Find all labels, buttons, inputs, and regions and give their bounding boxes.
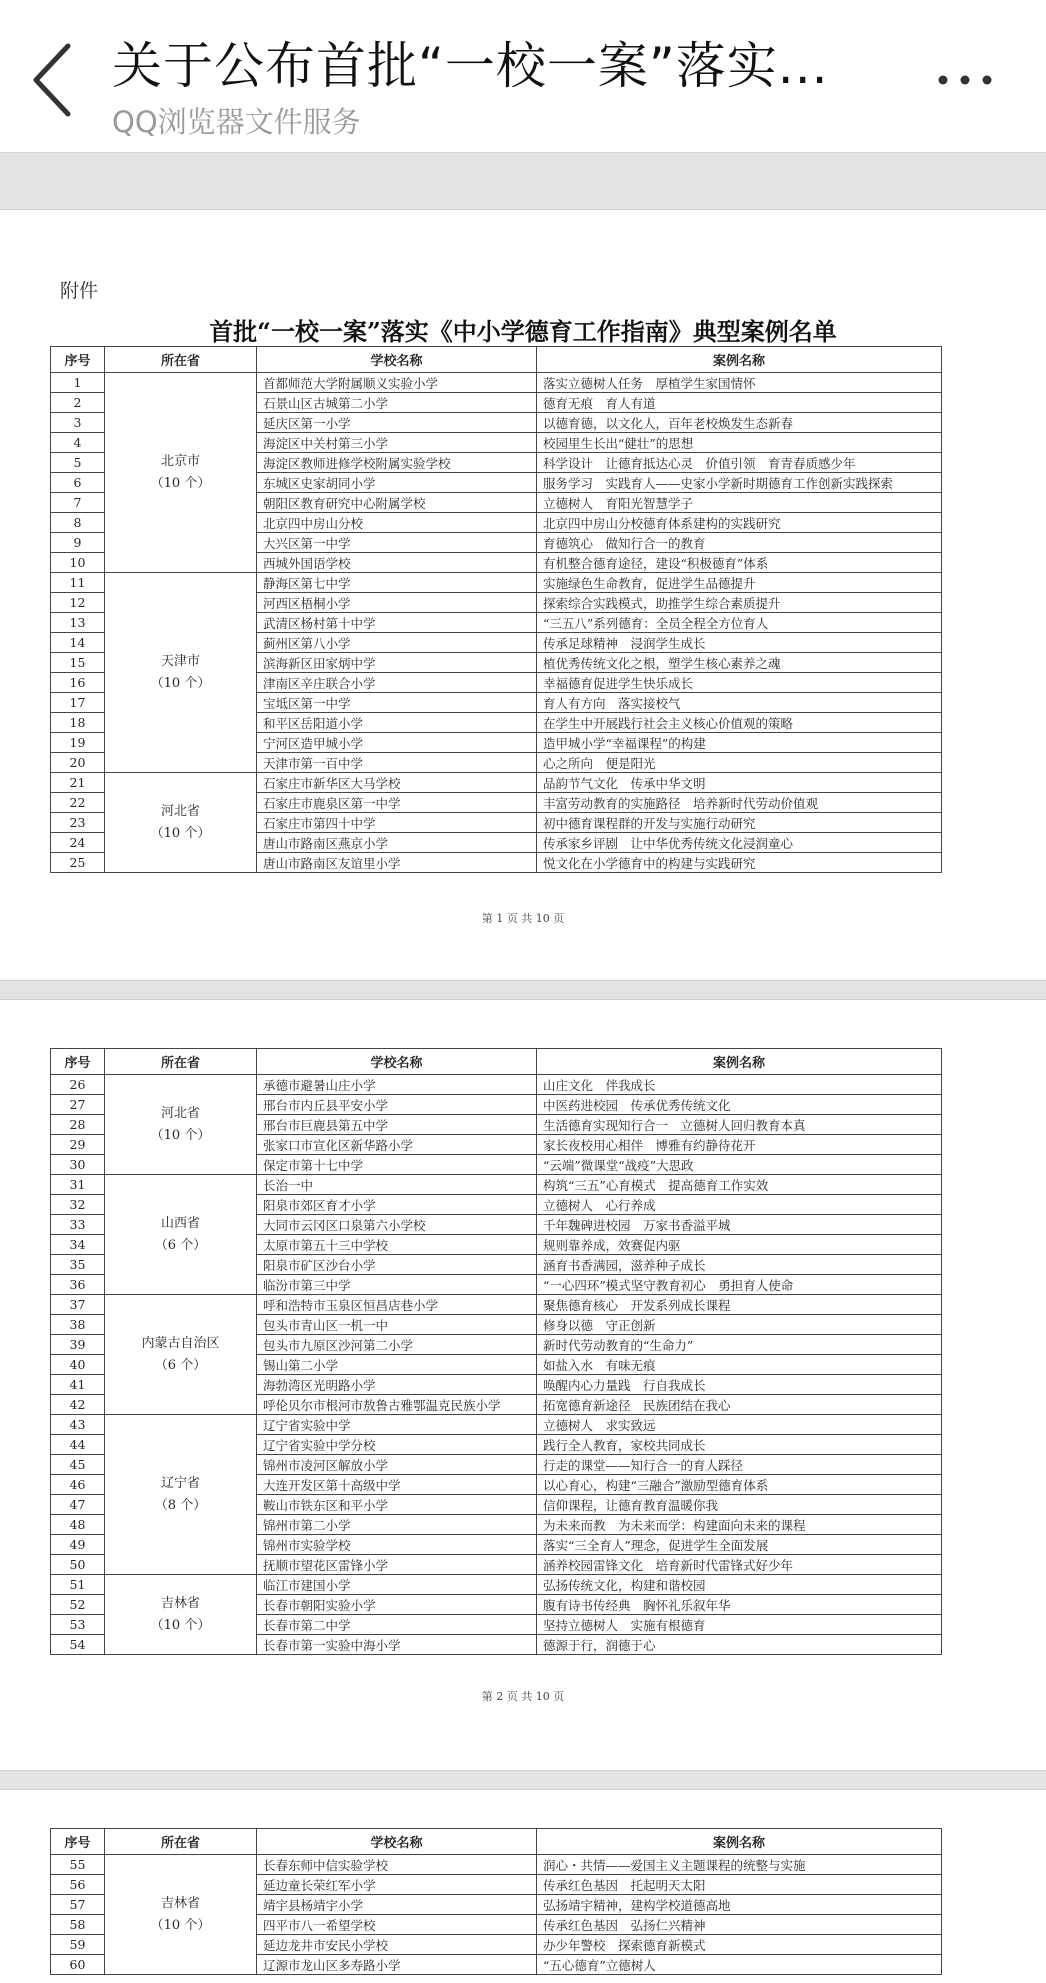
school-name: 武清区杨村第十中学	[257, 613, 537, 633]
document-title: 首批“一校一案”落实《中小学德育工作指南》典型案例名单	[209, 317, 837, 346]
page-footer: 第 1 页 共 10 页	[481, 912, 565, 925]
province-name: 河北省	[160, 803, 200, 819]
row-number: 2	[51, 393, 105, 413]
row-number: 9	[51, 533, 105, 553]
case-name: 以心育心，构建“三融合”激励型德育体系	[537, 1475, 942, 1495]
case-name: 践行全人教育，家校共同成长	[537, 1435, 942, 1455]
row-number: 47	[51, 1495, 105, 1515]
document-page-2	[0, 1000, 1046, 1770]
province-name: 吉林省	[160, 1595, 200, 1611]
case-name: 育德筑心 做知行合一的教育	[537, 533, 942, 553]
row-number: 35	[51, 1255, 105, 1275]
row-number: 33	[51, 1215, 105, 1235]
table-body	[51, 1855, 942, 1975]
province-cell	[105, 1175, 257, 1295]
school-name: 延庆区第一小学	[257, 413, 537, 433]
case-name: 探索综合实践模式，助推学生综合素质提升	[537, 593, 942, 613]
case-name: 新时代劳动教育的“生命力”	[537, 1335, 942, 1355]
school-name: 阳泉市矿区沙台小学	[257, 1255, 537, 1275]
school-name: 辽宁省实验中学分校	[257, 1435, 537, 1455]
row-number: 56	[51, 1875, 105, 1895]
row-number: 42	[51, 1395, 105, 1415]
case-name: 品韵节气文化 传承中华文明	[537, 773, 942, 793]
school-name: 石家庄市第四十中学	[257, 813, 537, 833]
case-name: “三五八”系列德育：全员全程全方位育人	[537, 613, 942, 633]
row-number: 8	[51, 513, 105, 533]
row-number: 15	[51, 653, 105, 673]
province-count: （6 个）	[154, 1237, 207, 1253]
case-name: 传承红色基因 弘扬仁兴精神	[537, 1915, 942, 1935]
case-name: 造甲城小学“幸福课程”的构建	[537, 733, 942, 753]
school-name: 邢台市内丘县平安小学	[257, 1095, 537, 1115]
header-cell: 案例名称	[537, 1049, 942, 1075]
row-number: 17	[51, 693, 105, 713]
case-name: 在学生中开展践行社会主义核心价值观的策略	[537, 713, 942, 733]
row-number: 39	[51, 1335, 105, 1355]
school-name: 临江市建国小学	[257, 1575, 537, 1595]
header-cell: 案例名称	[537, 1829, 942, 1855]
row-number: 59	[51, 1935, 105, 1955]
case-name: 传承红色基因 托起明天太阳	[537, 1875, 942, 1895]
school-name: 辽源市龙山区多寿路小学	[257, 1955, 537, 1975]
more-menu-button[interactable]	[925, 60, 1005, 100]
case-name: 校园里生长出“健壮”的思想	[537, 433, 942, 453]
school-name: 辽宁省实验中学	[257, 1415, 537, 1435]
case-name: 千年魏碑进校园 万家书香溢平城	[537, 1215, 942, 1235]
school-name: 靖宇县杨靖宇小学	[257, 1895, 537, 1915]
case-name: 传承家乡评剧 让中华优秀传统文化浸润童心	[537, 833, 942, 853]
row-number: 32	[51, 1195, 105, 1215]
table-row	[51, 573, 942, 593]
row-number: 12	[51, 593, 105, 613]
province-count: （10 个）	[150, 475, 211, 491]
table-row	[51, 1175, 942, 1195]
table-row	[51, 1415, 942, 1435]
case-name: 立德树人 心行养成	[537, 1195, 942, 1215]
province-cell	[105, 1295, 257, 1415]
row-number: 54	[51, 1635, 105, 1655]
school-name: 津南区辛庄联合小学	[257, 673, 537, 693]
row-number: 41	[51, 1375, 105, 1395]
school-name: 海勃湾区光明路小学	[257, 1375, 537, 1395]
province-name: 北京市	[160, 453, 200, 469]
row-number: 7	[51, 493, 105, 513]
row-number: 30	[51, 1155, 105, 1175]
table-header-row	[51, 1049, 942, 1075]
case-name: 办少年警校 探索德育新模式	[537, 1935, 942, 1955]
case-name: 实施绿色生命教育，促进学生品德提升	[537, 573, 942, 593]
row-number: 20	[51, 753, 105, 773]
row-number: 26	[51, 1075, 105, 1095]
school-name: 大同市云冈区口泉第六小学校	[257, 1215, 537, 1235]
case-name: 德源于行，润德于心	[537, 1635, 942, 1655]
back-button[interactable]	[24, 40, 84, 120]
province-cell	[105, 773, 257, 873]
school-name: 包头市九原区沙河第二小学	[257, 1335, 537, 1355]
school-name: 唐山市路南区友谊里小学	[257, 853, 537, 873]
school-name: 宁河区造甲城小学	[257, 733, 537, 753]
school-name: 西城外国语学校	[257, 553, 537, 573]
case-name: 落实立德树人任务 厚植学生家国情怀	[537, 373, 942, 393]
case-name: 行走的课堂——知行合一的育人踩径	[537, 1455, 942, 1475]
chevron-left-icon	[24, 40, 84, 120]
school-name: 保定市第十七中学	[257, 1155, 537, 1175]
school-name: 延边童长荣红军小学	[257, 1875, 537, 1895]
school-name: 长治一中	[257, 1175, 537, 1195]
school-name: 长春东师中信实验学校	[257, 1855, 537, 1875]
header-cell: 所在省	[105, 1049, 257, 1075]
province-count: （10 个）	[150, 1127, 211, 1143]
case-table	[50, 1048, 942, 1655]
case-name: 坚持立德树人 实施有根德育	[537, 1615, 942, 1635]
row-number: 6	[51, 473, 105, 493]
school-name: 邢台市巨鹿县第五中学	[257, 1115, 537, 1135]
province-name: 吉林省	[160, 1895, 200, 1911]
row-number: 31	[51, 1175, 105, 1195]
province-name: 河北省	[160, 1105, 200, 1121]
row-number: 13	[51, 613, 105, 633]
document-page-1	[0, 210, 1046, 980]
row-number: 21	[51, 773, 105, 793]
case-name: 生活德育实现知行合一 立德树人回归教育本真	[537, 1115, 942, 1135]
school-name: 呼和浩特市玉泉区恒昌店巷小学	[257, 1295, 537, 1315]
case-name: 构筑“三五”心育模式 提高德育工作实效	[537, 1175, 942, 1195]
header-cell: 序号	[51, 1829, 105, 1855]
row-number: 11	[51, 573, 105, 593]
province-name: 山西省	[160, 1215, 200, 1231]
school-name: 包头市青山区一机一中	[257, 1315, 537, 1335]
row-number: 36	[51, 1275, 105, 1295]
school-name: 滨海新区田家炳中学	[257, 653, 537, 673]
table-row	[51, 1575, 942, 1595]
case-name: 腹有诗书传经典 胸怀礼乐叙年华	[537, 1595, 942, 1615]
header-cell: 学校名称	[257, 347, 537, 373]
row-number: 46	[51, 1475, 105, 1495]
row-number: 18	[51, 713, 105, 733]
province-count: （10 个）	[150, 825, 211, 841]
row-number: 53	[51, 1615, 105, 1635]
school-name: 呼伦贝尔市根河市敖鲁古雅鄂温克民族小学	[257, 1395, 537, 1415]
row-number: 16	[51, 673, 105, 693]
case-name: 信仰课程，让德育教育温暖你我	[537, 1495, 942, 1515]
case-name: 丰富劳动教育的实施路径 培养新时代劳动价值观	[537, 793, 942, 813]
table-row	[51, 373, 942, 393]
case-name: 以德育德，以文化人，百年老校焕发生态新春	[537, 413, 942, 433]
table-body	[51, 373, 942, 873]
case-name: 北京四中房山分校德育体系建构的实践研究	[537, 513, 942, 533]
case-name: 润心・共情——爱国主义主题课程的统整与实施	[537, 1855, 942, 1875]
row-number: 57	[51, 1895, 105, 1915]
table-row	[51, 1075, 942, 1095]
row-number: 40	[51, 1355, 105, 1375]
header-cell: 所在省	[105, 1829, 257, 1855]
school-name: 长春市第二中学	[257, 1615, 537, 1635]
case-name: 如盐入水 有味无痕	[537, 1355, 942, 1375]
province-count: （8 个）	[154, 1497, 207, 1513]
header-cell: 学校名称	[257, 1829, 537, 1855]
school-name: 承德市避暑山庄小学	[257, 1075, 537, 1095]
case-name: 家长夜校用心相伴 博雅有约静待花开	[537, 1135, 942, 1155]
school-name: 大兴区第一中学	[257, 533, 537, 553]
row-number: 60	[51, 1955, 105, 1975]
case-name: 落实“三全育人”理念，促进学生全面发展	[537, 1535, 942, 1555]
province-cell	[105, 573, 257, 773]
row-number: 23	[51, 813, 105, 833]
row-number: 19	[51, 733, 105, 753]
school-name: 锦州市凌河区解放小学	[257, 1455, 537, 1475]
province-count: （10 个）	[150, 1617, 211, 1633]
row-number: 14	[51, 633, 105, 653]
school-name: 静海区第七中学	[257, 573, 537, 593]
row-number: 22	[51, 793, 105, 813]
header-cell: 序号	[51, 1049, 105, 1075]
school-name: 阳泉市郊区育才小学	[257, 1195, 537, 1215]
school-name: 长春市第一实验中海小学	[257, 1635, 537, 1655]
case-name: 中医药进校园 传承优秀传统文化	[537, 1095, 942, 1115]
case-name: “五心德育”立德树人	[537, 1955, 942, 1975]
school-name: 太原市第五十三中学校	[257, 1235, 537, 1255]
case-name: “云端”微课堂“战疫”大思政	[537, 1155, 942, 1175]
table-header-row	[51, 347, 942, 373]
school-name: 东城区史家胡同小学	[257, 473, 537, 493]
school-name: 石家庄市新华区大马学校	[257, 773, 537, 793]
row-number: 24	[51, 833, 105, 853]
row-number: 48	[51, 1515, 105, 1535]
row-number: 34	[51, 1235, 105, 1255]
school-name: 和平区岳阳道小学	[257, 713, 537, 733]
case-name: 育人有方向 落实接校气	[537, 693, 942, 713]
row-number: 51	[51, 1575, 105, 1595]
row-number: 49	[51, 1535, 105, 1555]
case-name: 唤醒内心力量践 行自我成长	[537, 1375, 942, 1395]
province-name: 辽宁省	[160, 1475, 200, 1491]
province-cell	[105, 1075, 257, 1175]
case-name: 传承足球精神 浸润学生成长	[537, 633, 942, 653]
case-name: 德育无痕 育人有道	[537, 393, 942, 413]
row-number: 25	[51, 853, 105, 873]
province-count: （10 个）	[150, 675, 211, 691]
row-number: 37	[51, 1295, 105, 1315]
case-name: 悦文化在小学德育中的构建与实践研究	[537, 853, 942, 873]
case-name: 弘扬靖宇精神，建构学校道德高地	[537, 1895, 942, 1915]
table-row	[51, 1295, 942, 1315]
case-name: “一心四环”模式坚守教育初心 勇担育人使命	[537, 1275, 942, 1295]
header-cell: 学校名称	[257, 1049, 537, 1075]
case-name: 心之所向 便是阳光	[537, 753, 942, 773]
document-page-3	[0, 1790, 1046, 1983]
case-name: 规则靠养成，效赛促内驱	[537, 1235, 942, 1255]
row-number: 29	[51, 1135, 105, 1155]
case-table	[50, 346, 942, 873]
province-count: （6 个）	[154, 1357, 207, 1373]
school-name: 延边龙井市安民小学校	[257, 1935, 537, 1955]
province-name: 天津市	[160, 653, 200, 669]
header-cell: 所在省	[105, 347, 257, 373]
row-number: 3	[51, 413, 105, 433]
case-name: 有机整合德育途径，建设“积极德育”体系	[537, 553, 942, 573]
school-name: 北京四中房山分校	[257, 513, 537, 533]
school-name: 锦州市实验学校	[257, 1535, 537, 1555]
school-name: 抚顺市望花区雷锋小学	[257, 1555, 537, 1575]
school-name: 海淀区中关村第三小学	[257, 433, 537, 453]
school-name: 张家口市宣化区新华路小学	[257, 1135, 537, 1155]
row-number: 28	[51, 1115, 105, 1135]
case-name: 植优秀传统文化之根，塑学生核心素养之魂	[537, 653, 942, 673]
school-name: 临汾市第三中学	[257, 1275, 537, 1295]
row-number: 38	[51, 1315, 105, 1335]
more-dots-icon	[925, 60, 1005, 100]
attachment-label: 附件	[60, 280, 99, 302]
case-name: 立德树人 育阳光智慧学子	[537, 493, 942, 513]
school-name: 大连开发区第十高级中学	[257, 1475, 537, 1495]
school-name: 首都师范大学附属顺义实验小学	[257, 373, 537, 393]
school-name: 蓟州区第八小学	[257, 633, 537, 653]
school-name: 天津市第一百中学	[257, 753, 537, 773]
school-name: 河西区梧桐小学	[257, 593, 537, 613]
row-number: 4	[51, 433, 105, 453]
school-name: 锡山第二小学	[257, 1355, 537, 1375]
header-cell: 序号	[51, 347, 105, 373]
case-name: 聚焦德育核心 开发系列成长课程	[537, 1295, 942, 1315]
province-cell	[105, 1575, 257, 1655]
province-cell	[105, 373, 257, 573]
case-name: 修身以德 守正创新	[537, 1315, 942, 1335]
school-name: 宝坻区第一中学	[257, 693, 537, 713]
table-row	[51, 773, 942, 793]
school-name: 长春市朝阳实验小学	[257, 1595, 537, 1615]
case-name: 幸福德育促进学生快乐成长	[537, 673, 942, 693]
school-name: 鞍山市铁东区和平小学	[257, 1495, 537, 1515]
case-name: 立德树人 求实致远	[537, 1415, 942, 1435]
app-header	[0, 0, 1046, 153]
province-cell	[105, 1855, 257, 1975]
row-number: 52	[51, 1595, 105, 1615]
school-name: 朝阳区教育研究中心附属学校	[257, 493, 537, 513]
table-body	[51, 1075, 942, 1655]
row-number: 5	[51, 453, 105, 473]
case-name: 初中德育课程群的开发与实施行动研究	[537, 813, 942, 833]
row-number: 10	[51, 553, 105, 573]
case-name: 拓宽德育新途径 民族团结在我心	[537, 1395, 942, 1415]
row-number: 43	[51, 1415, 105, 1435]
school-name: 海淀区教师进修学校附属实验学校	[257, 453, 537, 473]
table-row	[51, 1855, 942, 1875]
page-subtitle: QQ浏览器文件服务	[112, 105, 361, 139]
page-title: 关于公布首批“一校一案”落实...	[112, 37, 829, 95]
row-number: 1	[51, 373, 105, 393]
school-name: 四平市八一希望学校	[257, 1915, 537, 1935]
school-name: 石景山区古城第二小学	[257, 393, 537, 413]
case-name: 为未来而教 为未来而学：构建面向未来的课程	[537, 1515, 942, 1535]
page-footer: 第 2 页 共 10 页	[481, 1690, 565, 1703]
table-header-row	[51, 1829, 942, 1855]
row-number: 50	[51, 1555, 105, 1575]
case-table	[50, 1828, 942, 1975]
row-number: 55	[51, 1855, 105, 1875]
case-name: 弘扬传统文化，构建和谐校园	[537, 1575, 942, 1595]
row-number: 44	[51, 1435, 105, 1455]
school-name: 锦州市第二小学	[257, 1515, 537, 1535]
case-name: 服务学习 实践育人——史家小学新时期德育工作创新实践探索	[537, 473, 942, 493]
province-count: （10 个）	[150, 1917, 211, 1933]
province-cell	[105, 1415, 257, 1575]
header-cell: 案例名称	[537, 347, 942, 373]
case-name: 涵育书香满园，滋养种子成长	[537, 1255, 942, 1275]
case-name: 科学设计 让德育抵达心灵 价值引领 育青春质感少年	[537, 453, 942, 473]
case-name: 涵养校园雷锋文化 培育新时代雷锋式好少年	[537, 1555, 942, 1575]
case-name: 山庄文化 伴我成长	[537, 1075, 942, 1095]
row-number: 58	[51, 1915, 105, 1935]
school-name: 唐山市路南区燕京小学	[257, 833, 537, 853]
province-name: 内蒙古自治区	[141, 1335, 220, 1351]
school-name: 石家庄市鹿泉区第一中学	[257, 793, 537, 813]
row-number: 45	[51, 1455, 105, 1475]
row-number: 27	[51, 1095, 105, 1115]
